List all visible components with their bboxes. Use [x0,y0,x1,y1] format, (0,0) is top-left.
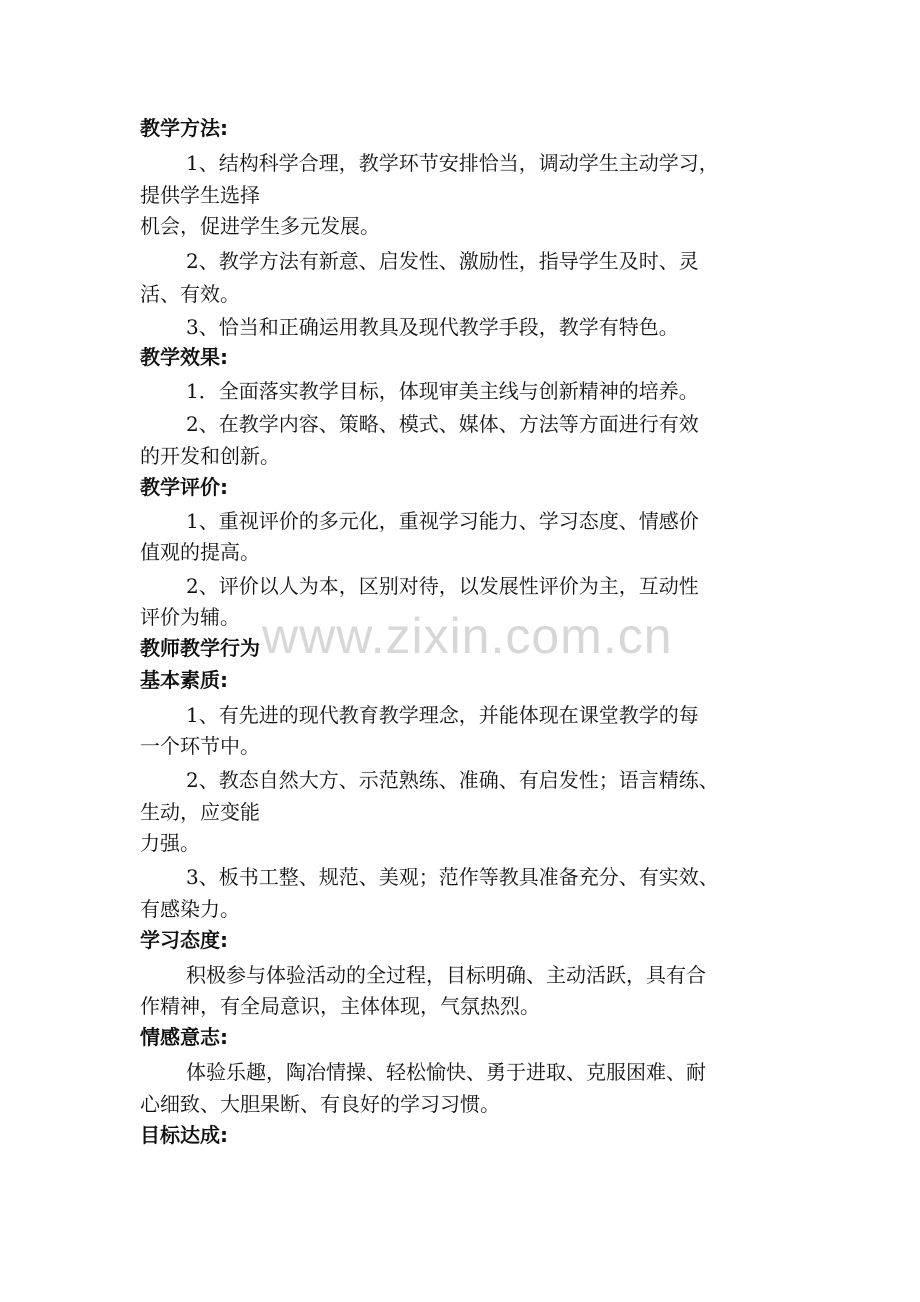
paragraph-line: 提供学生选择 [140,183,260,207]
paragraph-line: 活、有效。 [140,282,240,306]
heading-emotion-will: 情感意志: [140,1025,228,1049]
paragraph-line: 2、在教学内容、策略、模式、媒体、方法等方面进行有效 [186,412,699,436]
heading-goal-achievement: 目标达成: [140,1123,228,1147]
heading-teaching-evaluation: 教学评价: [140,475,228,499]
heading-basic-quality: 基本素质: [140,668,228,692]
heading-teaching-effect: 教学效果: [140,345,228,369]
heading-teacher-behavior: 教师教学行为 [140,636,260,660]
paragraph-line: 评价为辅。 [140,605,240,629]
paragraph-line: 值观的提高。 [140,540,260,564]
paragraph-line: 体验乐趣，陶冶情操、轻松愉快、勇于进取、克服困难、耐 [186,1060,706,1084]
paragraph-line: 2、教态自然大方、示范熟练、准确、有启发性；语言精练、 [186,768,719,792]
paragraph-line: 力强。 [140,831,200,855]
paragraph-line: 一个环节中。 [140,734,260,758]
paragraph-line: 2、教学方法有新意、启发性、激励性，指导学生及时、灵 [186,249,699,273]
paragraph-line: 3、恰当和正确运用教具及现代教学手段，教学有特色。 [186,315,679,339]
paragraph-line: 的开发和创新。 [140,444,280,468]
paragraph-line: 生动，应变能 [140,800,260,824]
paragraph-line: 作精神，有全局意识，主体体现，气氛热烈。 [140,994,540,1018]
paragraph-line: 1、有先进的现代教育教学理念，并能体现在课堂教学的每 [186,703,699,727]
paragraph-line: 积极参与体验活动的全过程，目标明确、主动活跃，具有合 [186,963,706,987]
paragraph-line: 有感染力。 [140,897,240,921]
heading-learning-attitude: 学习态度: [140,928,228,952]
paragraph-line: 2、评价以人为本，区别对待，以发展性评价为主，互动性 [186,574,699,598]
paragraph-line: 1、结构科学合理，教学环节安排恰当，调动学生主动学习， [186,151,719,175]
paragraph-line: 1．全面落实教学目标，体现审美主线与创新精神的培养。 [186,379,699,403]
heading-teaching-method: 教学方法: [140,116,228,140]
paragraph-line: 心细致、大胆果断、有良好的学习习惯。 [140,1092,500,1116]
paragraph-line: 1、重视评价的多元化，重视学习能力、学习态度、情感价 [186,509,699,533]
paragraph-line: 3、板书工整、规范、美观；范作等教具准备充分、有实效、 [186,865,719,889]
watermark: www.zixin.com.cn [262,608,673,664]
paragraph-line: 机会，促进学生多元发展。 [140,214,380,238]
